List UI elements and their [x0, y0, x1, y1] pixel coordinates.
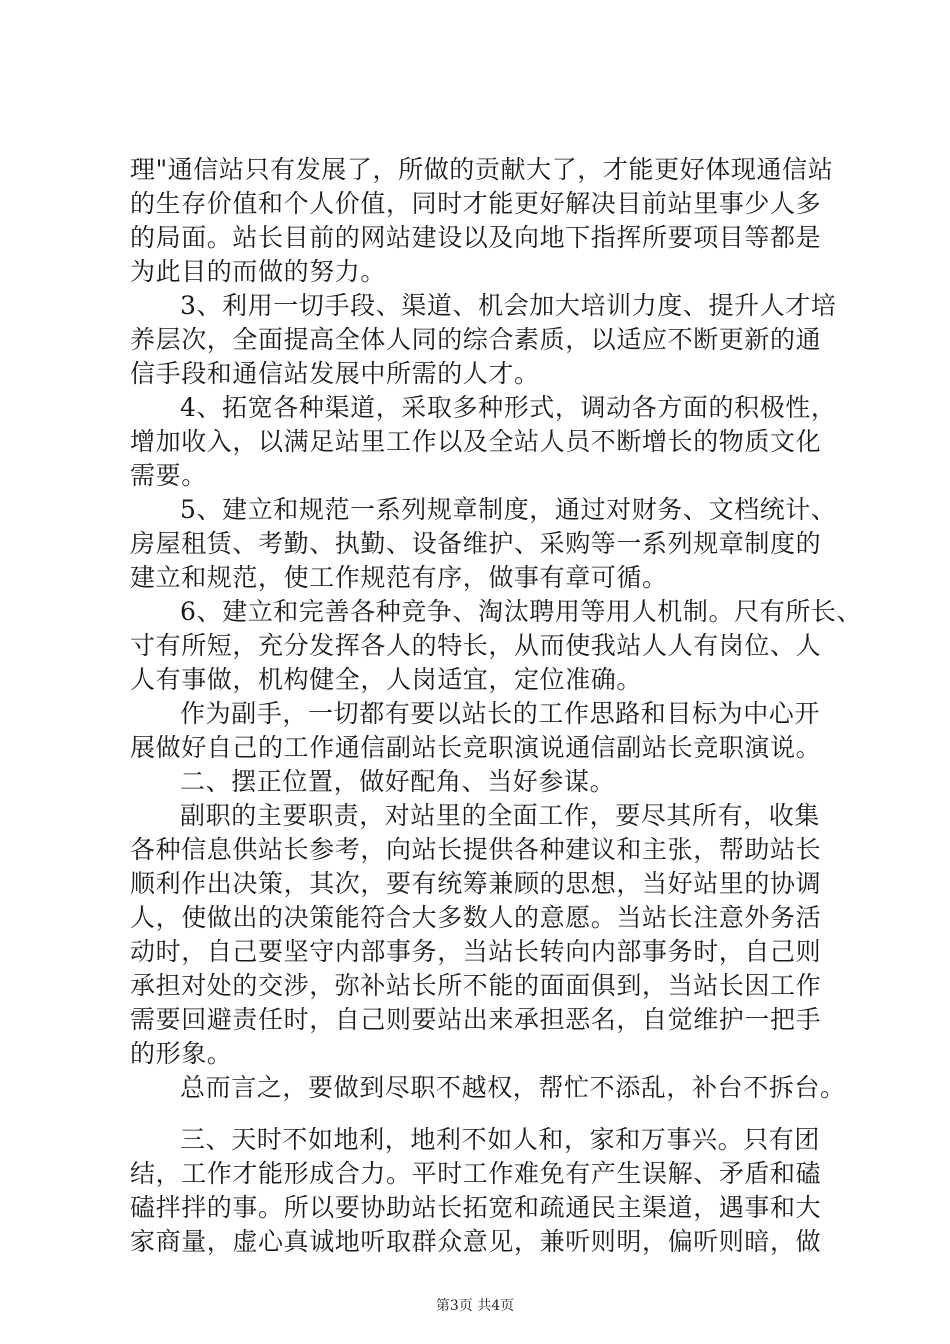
section-heading: 二、摆正位置，做好配角、当好参谋。	[180, 767, 616, 796]
text-line: 磕拌拌的事。所以要协助站长拓宽和疏通民主渠道，遇事和大	[130, 1193, 822, 1222]
text-line: 的局面。站长目前的网站建设以及向地下指挥所要项目等都是	[130, 223, 822, 252]
text-line: 顺利作出决策，其次，要有统筹兼顾的思想，当好站里的协调	[130, 869, 822, 898]
text-line: 的形象。	[130, 1039, 233, 1068]
text-line: 结，工作才能形成合力。平时工作难免有产生误解、矛盾和磕	[130, 1159, 822, 1188]
text-line: 需要回避责任时，自己则要站出来承担恶名，自觉维护一把手	[130, 1005, 822, 1034]
text-line: 养层次，全面提高全体人同的综合素质，以适应不断更新的通	[130, 325, 822, 354]
text-line: 总而言之，要做到尽职不越权，帮忙不添乱，补台不拆台。	[180, 1073, 846, 1102]
text-line: 为此目的而做的努力。	[130, 257, 387, 286]
text-line: 6、建立和完善各种竞争、淘汰聘用等用人机制。尺有所长、	[180, 597, 863, 626]
text-line: 信手段和通信站发展中所需的人才。	[130, 359, 540, 388]
paragraph-gap	[130, 1105, 830, 1123]
text-line: 家商量，虚心真诚地听取群众意见，兼听则明，偏听则暗，做	[130, 1227, 822, 1256]
text-line: 副职的主要职责，对站里的全面工作，要尽其所有，收集	[180, 801, 821, 830]
text-line: 理"通信站只有发展了，所做的贡献大了，才能更好体现通信站	[130, 155, 834, 184]
text-line: 展做好自己的工作通信副站长竞职演说通信副站长竞职演说。	[130, 733, 822, 762]
text-line: 动时，自己要坚守内部事务，当站长转向内部事务时，自己则	[130, 937, 822, 966]
text-line: 寸有所短，充分发挥各人的特长，从而使我站人人有岗位、人	[130, 631, 822, 660]
text-line: 需要。	[130, 461, 207, 490]
text-line: 4、拓宽各种渠道，采取多种形式，调动各方面的积极性，	[180, 393, 837, 422]
text-line: 承担对处的交涉，弥补站长所不能的面面俱到，当站长因工作	[130, 971, 822, 1000]
page-number: 第3页 共4页	[435, 1298, 515, 1314]
text-line: 人，使做出的决策能符合大多数人的意愿。当站长注意外务活	[130, 903, 822, 932]
text-line: 5、建立和规范一系列规章制度，通过对财务、文档统计、	[180, 495, 837, 524]
document-body	[130, 153, 863, 1259]
text-line: 房屋租赁、考勤、执勤、设备维护、采购等一系列规章制度的	[130, 529, 822, 558]
text-line: 作为副手，一切都有要以站长的工作思路和目标为中心开	[180, 699, 821, 728]
text-line: 建立和规范，使工作规范有序，做事有章可循。	[130, 563, 668, 592]
text-line: 的生存价值和个人价值，同时才能更好解决目前站里事少人多	[130, 189, 822, 218]
section-heading: 三、天时不如地利，地利不如人和，家和万事兴。只有团	[180, 1125, 821, 1154]
text-line: 人有事做，机构健全，人岗适宜，定位准确。	[130, 665, 643, 694]
text-line: 增加收入，以满足站里工作以及全站人员不断增长的物质文化	[130, 427, 822, 456]
text-line: 各种信息供站长参考，向站长提供各种建议和主张，帮助站长	[130, 835, 822, 864]
text-line: 3、利用一切手段、渠道、机会加大培训力度、提升人才培	[180, 291, 837, 320]
